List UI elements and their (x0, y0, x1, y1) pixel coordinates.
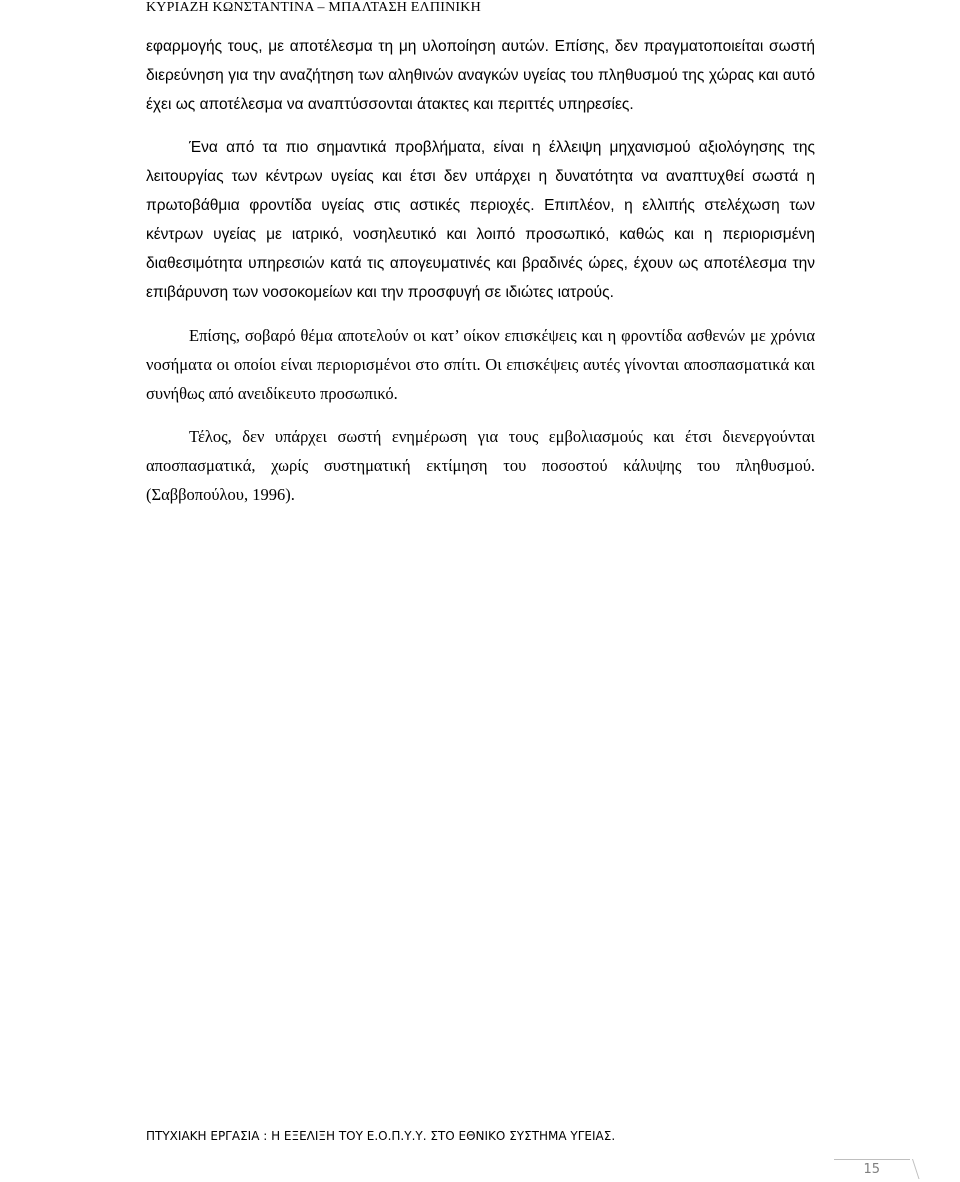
paragraph-2: Ένα από τα πιο σημαντικά προβλήματα, είναι η έλλειψη μηχανισμού αξιολόγησης της λειτουργίας των κέντρων υγείας και έτσι δεν υπάρχει η δυνατότητα να αναπτυχθεί σωστά η πρωτοβάθμια φροντίδα υγείας στις αστικές περιοχές. Επιπλέον, η ελλιπής στελέχωση των κέντρων υγείας με ιατρικό, νοσηλευτικό και λοιπό προσωπικό, καθώς και η περιορισμένη διαθεσιμότητα υπηρεσιών κατά τις απογευματινές και βραδινές ώρες, έχουν ως αποτέλεσμα την επιβάρυνση των νοσοκομείων και την προσφυγή σε ιδιώτες ιατρούς. (146, 139, 815, 301)
page-header: ΚΥΡΙΑΖΗ ΚΩΝΣΤΑΝΤΙΝΑ – ΜΠΑΛΤΑΣΗ ΕΛΠΙΝΙΚΗ (146, 0, 481, 15)
page-footer: ΠΤΥΧΙΑΚΗ ΕΡΓΑΣΙΑ : Η ΕΞΕΛΙΞΗ ΤΟΥ Ε.Ο.Π.Υ.Υ. ΣΤΟ ΕΘΝΙΚΟ ΣΥΣΤΗΜΑ ΥΓΕΙΑΣ. (146, 1129, 616, 1143)
page-number: 15 (863, 1162, 880, 1177)
paragraph-3: Επίσης, σοβαρό θέμα αποτελούν οι κατ’ οίκον επισκέψεις και η φροντίδα ασθενών με χρόνια νοσήματα οι οποίοι είναι περιορισμένοι στο σπίτι. Οι επισκέψεις αυτές γίνονται αποσπασματικά και συνήθως από ανειδίκευτο προσωπικό. (146, 326, 815, 403)
paragraph-1: εφαρμογής τους, με αποτέλεσμα τη μη υλοποίηση αυτών. Επίσης, δεν πραγματοποιείται σωστή διερεύνηση για την αναζήτηση των αληθινών αναγκών υγείας του πληθυσμού της χώρας και αυτό έχει ως αποτέλεσμα να αναπτύσσονται άτακτες και περιττές υπηρεσίες. (146, 38, 815, 113)
paragraph-4: Τέλος, δεν υπάρχει σωστή ενημέρωση για τους εμβολιασμούς και έτσι διενεργούνται αποσπασματικά, χωρίς συστηματική εκτίμηση του ποσοστού κάλυψης του πληθυσμού. (Σαββοπούλου, 1996). (146, 427, 815, 504)
document-body (146, 32, 815, 509)
